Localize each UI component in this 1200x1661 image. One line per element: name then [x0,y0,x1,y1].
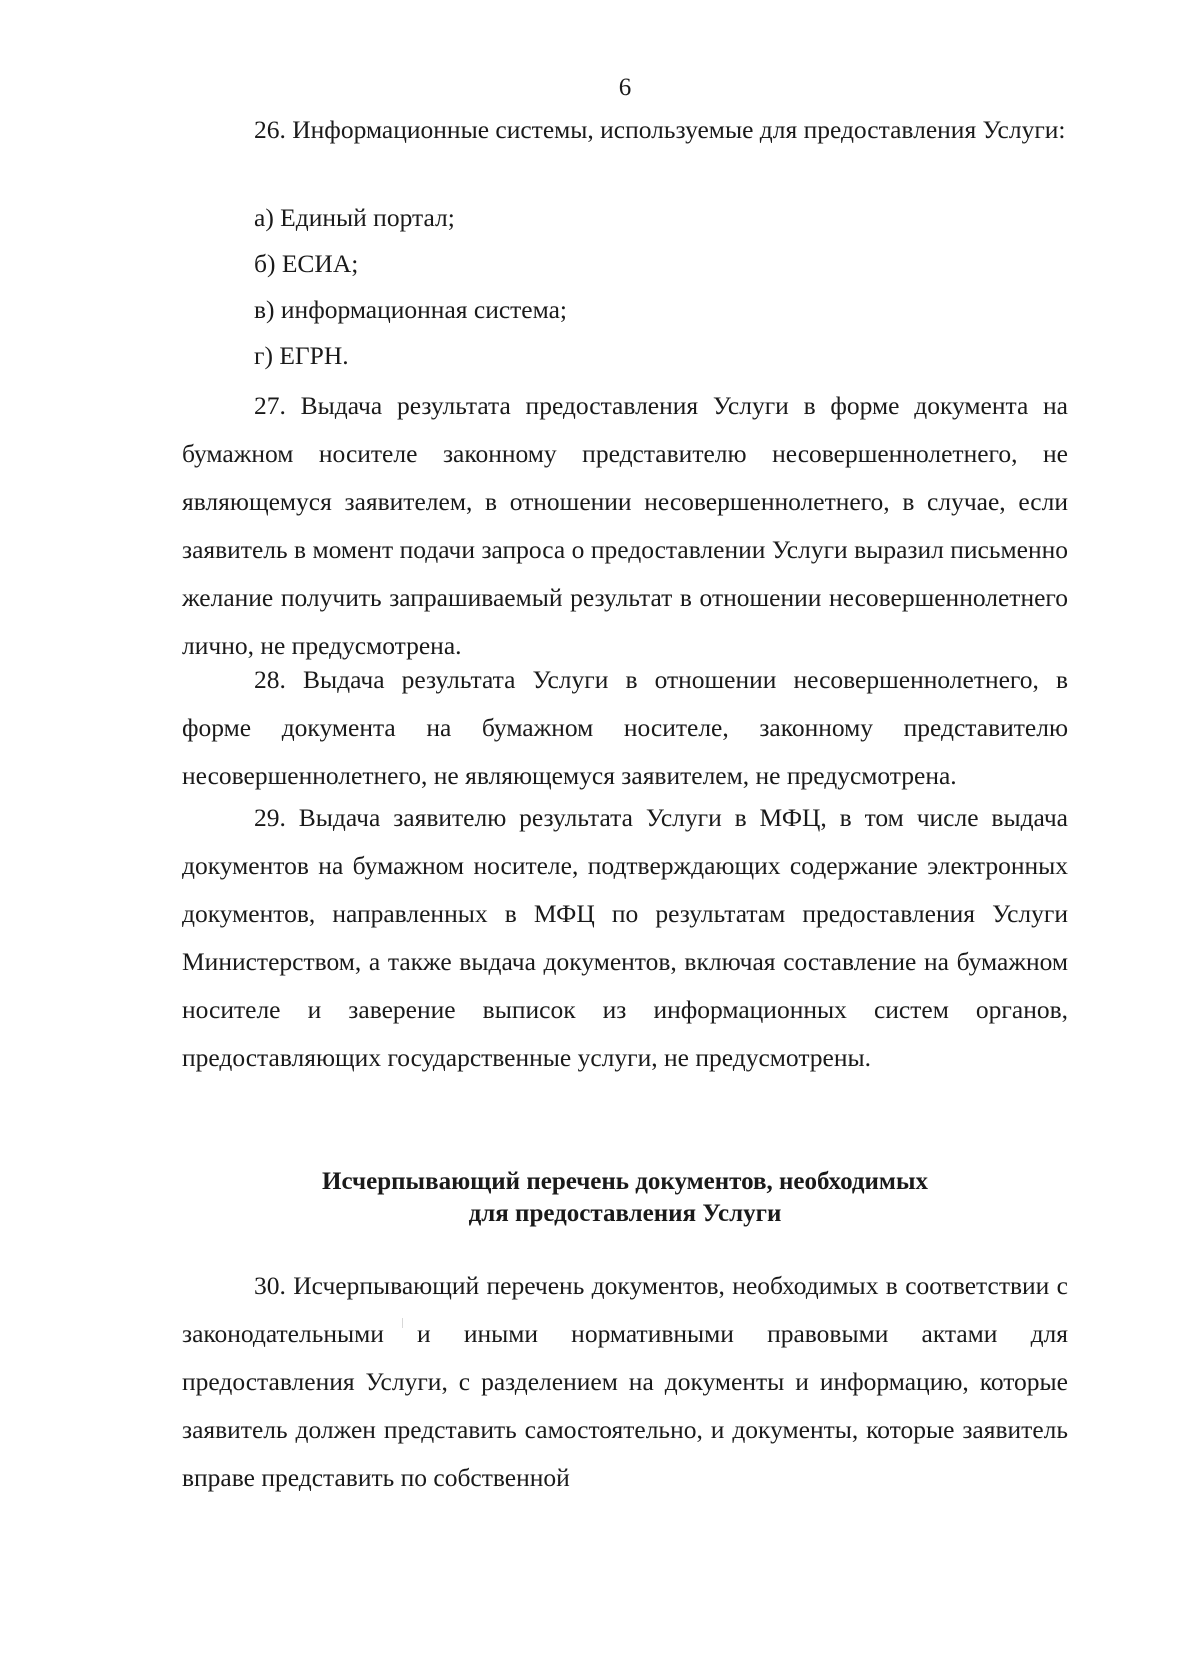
list-item-b: б) ЕСИА; [254,249,359,278]
paragraph-26-intro [182,106,1068,154]
paragraph-29-text: 29. Выдача заявителю результата Услуги в МФЦ, в том числе выдача документов на бумажном носителе, подтверждающих содержание электронных документов, направленных в МФЦ по результатам предоставления Услуги Министерством, а также выдача документов, включая составление на бумажном носителе и заверение выписок из информационных систем органов, предоставляющих государственные услуги, не предусмотрены. [182,803,1068,1072]
section-heading-line-2: для предоставления Услуги [468,1200,782,1227]
section-heading-line-1: Исчерпывающий перечень документов, необходимых [322,1168,928,1195]
paragraph-28 [182,656,1068,800]
paragraph-27-text: 27. Выдача результата предоставления Услуги в форме документа на бумажном носителе законному представителю несовершеннолетнего, не являющемуся заявителем, в отношении несовершеннолетнего, в случае, если заявитель в момент подачи запроса о предоставлении Услуги выразил письменно желание получить запрашиваемый результат в отношении несовершеннолетнего лично, не предусмотрена. [182,391,1068,660]
list-item-a: а) Единый портал; [254,203,455,232]
paragraph-30-text: 30. Исчерпывающий перечень документов, необходимых в соответствии с законодательными и иными нормативными правовыми актами для предоставления Услуги, с разделением на документы и информацию, которые заявитель должен представить самостоятельно, и документы, которые заявитель вправе представить по собственной [182,1271,1068,1492]
paragraph-28-text: 28. Выдача результата Услуги в отношении несовершеннолетнего, в форме документа на бумажном носителе, законному представителю несовершеннолетнего, не являющемуся заявителем, не предусмотрена. [182,665,1068,790]
paragraph-26-text: 26. Информационные системы, используемые для предоставления Услуги: [254,115,1066,144]
paragraph-30 [182,1262,1068,1502]
list-item-g: г) ЕГРН. [254,341,349,370]
paragraph-27 [182,382,1068,670]
page-number: 6 [618,74,632,101]
paragraph-29 [182,794,1068,1082]
section-heading [182,1166,1068,1230]
list-item-v: в) информационная система; [254,295,567,324]
